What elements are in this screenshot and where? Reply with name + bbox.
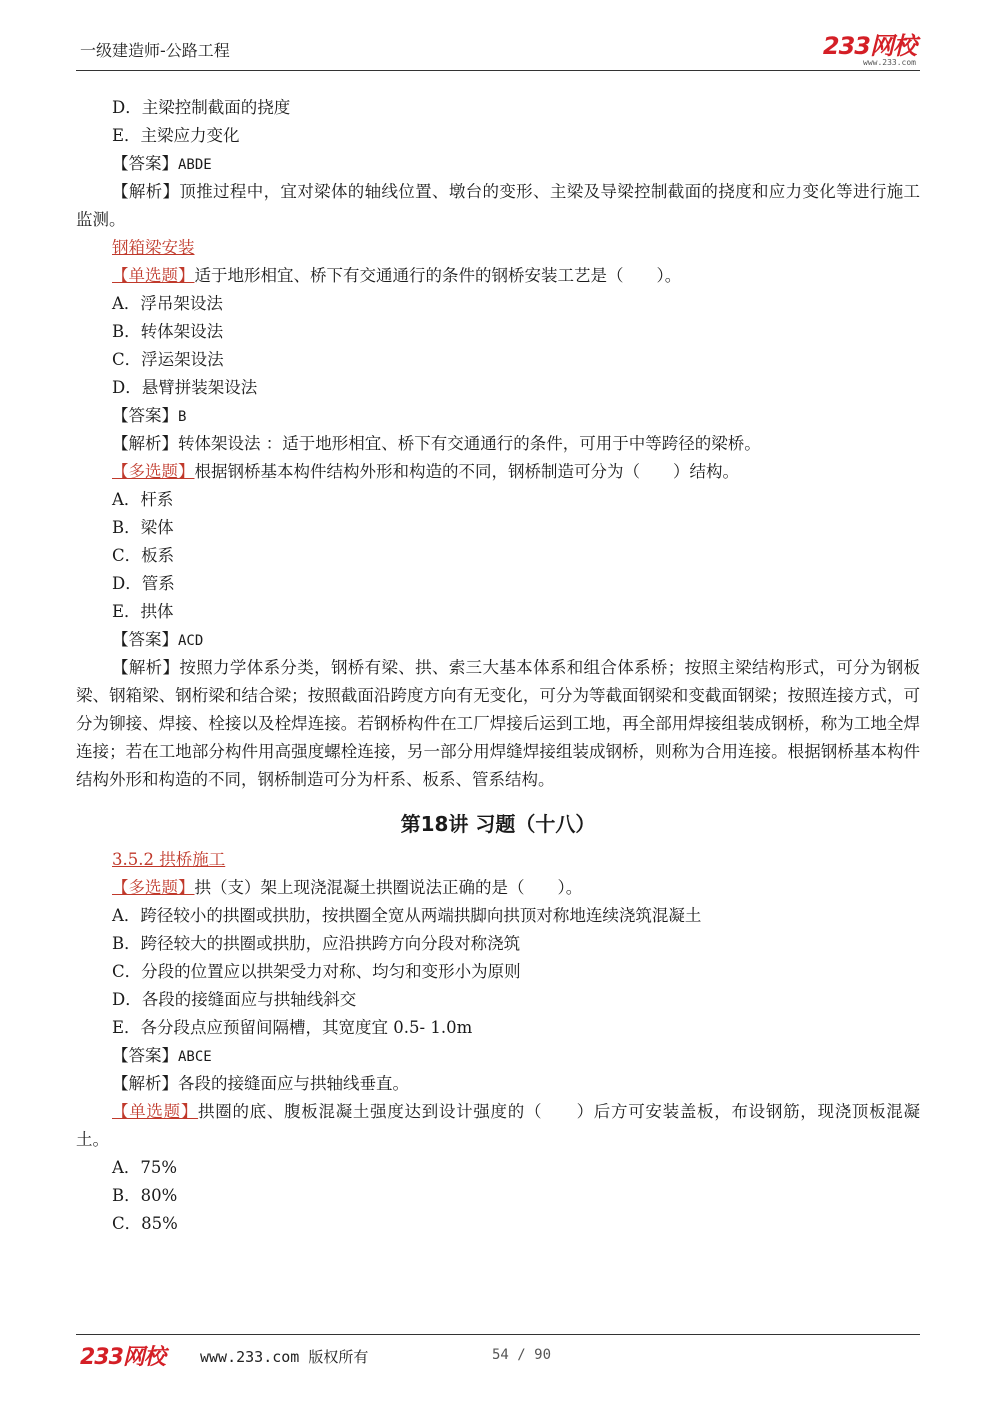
question-type-tag: 【多选题】 xyxy=(112,878,195,897)
explanation xyxy=(76,178,920,234)
page-footer xyxy=(80,1340,920,1370)
explanation-label: 【解析】 xyxy=(112,182,180,201)
question-type-tag: 【多选题】 xyxy=(112,462,195,481)
answer-option: A．浮吊架设法 xyxy=(112,294,223,313)
question-text: 拱圈的底、腹板混凝土强度达到设计强度的（ ）后方可安装盖板，布设钢筋，现浇顶板混凝土。 xyxy=(76,1102,921,1149)
question-text: 适于地形相宜、桥下有交通通行的条件的钢桥安装工艺是（ ）。 xyxy=(194,266,682,285)
answer-option: B．转体架设法 xyxy=(112,322,224,341)
lecture-title: 第18讲 习题（十八） xyxy=(400,812,596,836)
answer-option: A．跨径较小的拱圈或拱肋，按拱圈全宽从两端拱脚向拱顶对称地连续浇筑混凝土 xyxy=(112,906,702,925)
explanation-text: 转体架设法 ：适于地形相宜、桥下有交通通行的条件，可用于中等跨径的梁桥。 xyxy=(178,434,761,453)
answer-option: C．85% xyxy=(112,1214,178,1233)
explanation-text: 顶推过程中，宜对梁体的轴线位置、墩台的变形、主梁及导梁控制截面的挠度和应力变化等进行施工监测。 xyxy=(76,182,921,229)
section-heading: 3.5.2 拱桥施工 xyxy=(112,850,226,869)
question xyxy=(76,458,920,486)
footer-copyright: www.233.com 版权所有 xyxy=(200,1348,369,1366)
answer-key xyxy=(76,402,920,430)
explanation xyxy=(76,1070,920,1098)
answer-option: B．跨径较大的拱圈或拱肋，应沿拱跨方向分段对称浇筑 xyxy=(112,934,521,953)
answer-option: B．梁体 xyxy=(112,518,174,537)
explanation-label: 【解析】 xyxy=(112,1074,178,1093)
footer-divider xyxy=(76,1334,920,1335)
document-body xyxy=(76,94,920,1238)
answer-option: E．各分段点应预留间隔槽，其宽度宜 0.5- 1.0m xyxy=(112,1018,473,1037)
question-text: 根据钢桥基本构件结构外形和构造的不同，钢桥制造可分为（ ）结构。 xyxy=(194,462,739,481)
answer-option: C．板系 xyxy=(112,546,175,565)
answer-key xyxy=(76,150,920,178)
explanation-label: 【解析】 xyxy=(112,658,180,677)
brand-logo[interactable] xyxy=(823,26,916,67)
question xyxy=(76,1098,920,1154)
explanation-text: 各段的接缝面应与拱轴线垂直。 xyxy=(178,1074,409,1093)
answer-value: ABDE xyxy=(178,157,212,173)
answer-value: ABCE xyxy=(178,1049,212,1065)
brand-logo-text: 233网校 xyxy=(822,32,916,60)
answer-option: E．拱体 xyxy=(112,602,174,621)
answer-option: C．分段的位置应以拱架受力对称、均匀和变形小为原则 xyxy=(112,962,521,981)
answer-option: B．80% xyxy=(112,1186,178,1205)
answer-label: 【答案】 xyxy=(112,406,178,425)
question-text: 拱（支）架上现浇混凝土拱圈说法正确的是（ ）。 xyxy=(194,878,583,897)
answer-label: 【答案】 xyxy=(112,1046,178,1065)
explanation-label: 【解析】 xyxy=(112,434,178,453)
brand-logo-url: www.233.com xyxy=(863,58,916,67)
footer-logo[interactable]: 233网校 xyxy=(80,1345,165,1370)
answer-value: B xyxy=(178,409,187,425)
question xyxy=(76,874,920,902)
answer-option: D．主梁控制截面的挠度 xyxy=(112,98,291,117)
header-divider xyxy=(76,70,920,71)
answer-option: E．主梁应力变化 xyxy=(112,126,240,145)
answer-key xyxy=(76,626,920,654)
explanation xyxy=(76,430,920,458)
section-heading: 钢箱梁安装 xyxy=(112,238,195,257)
answer-option: D．悬臂拼装架设法 xyxy=(112,378,258,397)
question xyxy=(76,262,920,290)
answer-option: D．各段的接缝面应与拱轴线斜交 xyxy=(112,990,357,1009)
question-type-tag: 【单选题】 xyxy=(112,1102,199,1121)
answer-key xyxy=(76,1042,920,1070)
answer-option: A．75% xyxy=(112,1158,178,1177)
page-number: 54 / 90 xyxy=(492,1347,552,1363)
answer-label: 【答案】 xyxy=(112,630,178,649)
explanation xyxy=(76,654,920,794)
answer-value: ACD xyxy=(178,633,204,649)
answer-option: A．杆系 xyxy=(112,490,174,509)
explanation-text: 按照力学体系分类，钢桥有梁、拱、索三大基本体系和组合体系桥；按照主梁结构形式，可分为钢板梁、钢箱梁、钢桁梁和结合梁；按照截面沿跨度方向有无变化，可分为等截面钢梁和变截面钢梁；按照连接方式，可分为铆接、焊接、栓接以及栓焊连接。若钢桥构件在工厂焊接后运到工地，再全部用焊接组装成钢桥，称为工地全焊连接；若在工地部分构件用高强度螺栓连接，另一部分用焊缝焊接组装成钢桥，则称为合用连接。根据钢桥基本构件结构外形和构造的不同，钢桥制造可分为杆系、板系、管系结构。 xyxy=(76,658,921,789)
document-title: 一级建造师-公路工程 xyxy=(80,41,230,60)
answer-option: D．管系 xyxy=(112,574,175,593)
answer-label: 【答案】 xyxy=(112,154,178,173)
question-type-tag: 【单选题】 xyxy=(112,266,195,285)
answer-option: C．浮运架设法 xyxy=(112,350,224,369)
